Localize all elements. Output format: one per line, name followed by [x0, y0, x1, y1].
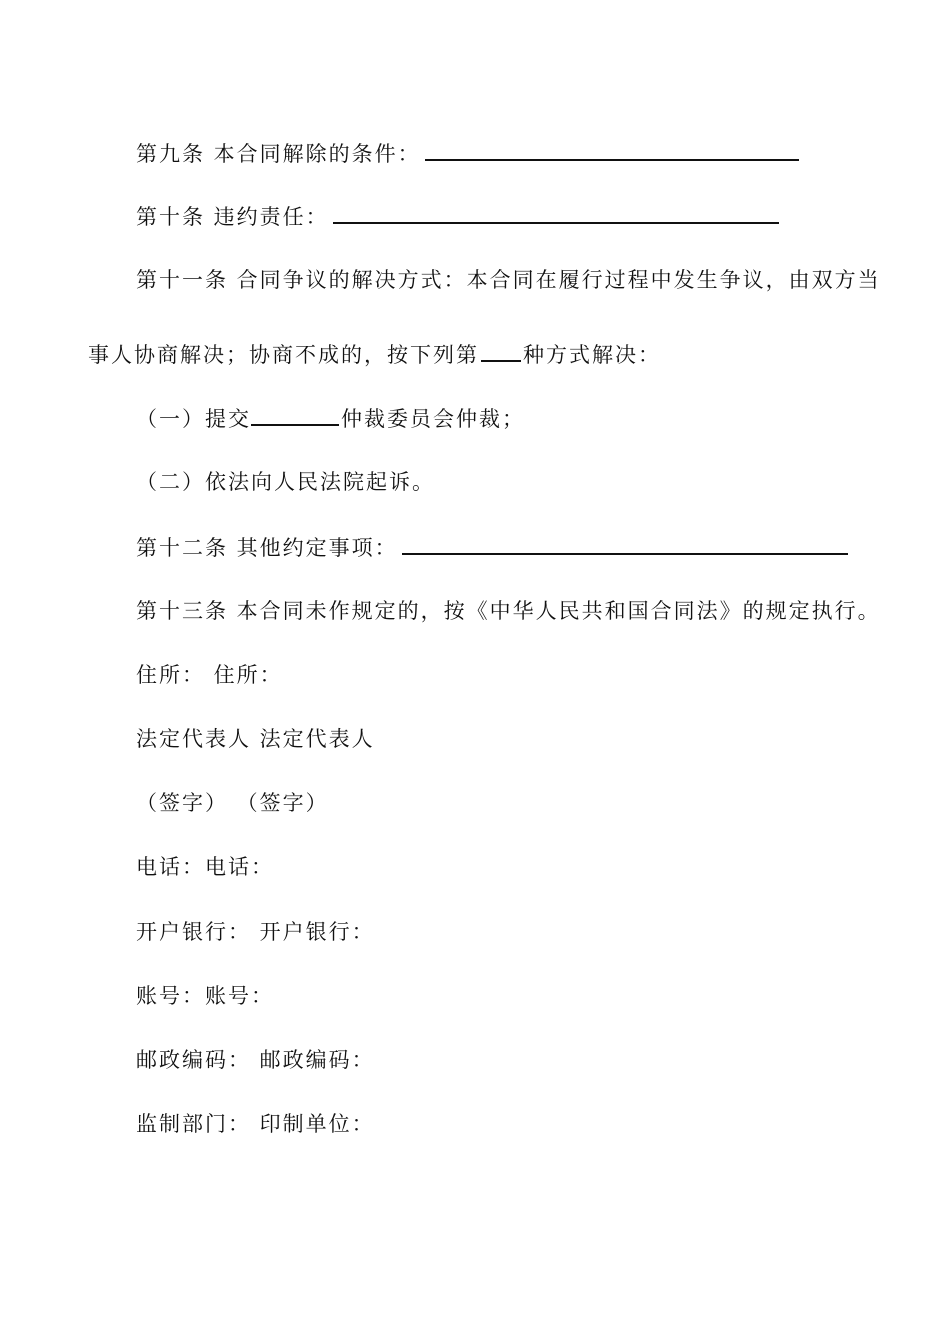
article-12-blank[interactable]	[402, 533, 848, 555]
address-label: 住所： 住所：	[136, 663, 283, 687]
postal-field	[136, 1046, 375, 1074]
article-13-text: 第十三条 本合同未作规定的，按《中华人民共和国合同法》的规定执行。	[136, 599, 881, 623]
supervisor-field	[136, 1110, 375, 1138]
legal-rep-field	[136, 725, 375, 753]
article-9-line	[136, 139, 799, 168]
supervisor-label: 监制部门： 印制单位：	[136, 1112, 375, 1136]
signature-label: （签字） （签字）	[136, 791, 329, 815]
article-11-choice-prefix: 事人协商解决；协商不成的，按下列第	[88, 343, 479, 367]
article-9-blank[interactable]	[425, 139, 799, 161]
article-10-line	[136, 202, 779, 231]
address-field	[136, 661, 283, 689]
article-12-label: 第十二条 其他约定事项：	[136, 536, 398, 560]
article-11-text: 第十一条 合同争议的解决方式：本合同在履行过程中发生争议，由双方当	[136, 268, 881, 292]
option-2-text: （二）依法向人民法院起诉。	[136, 470, 435, 494]
option-1-line	[136, 404, 525, 433]
phone-field	[136, 853, 274, 881]
article-12-line	[136, 533, 848, 562]
bank-label: 开户银行： 开户银行：	[136, 920, 375, 944]
option-2-line	[136, 468, 435, 496]
article-13-line	[136, 597, 881, 625]
account-field	[136, 982, 274, 1010]
article-9-label: 第九条 本合同解除的条件：	[136, 142, 421, 166]
bank-field	[136, 918, 375, 946]
option-1-prefix: （一）提交	[136, 407, 251, 431]
article-10-label: 第十条 违约责任：	[136, 205, 329, 229]
article-11-choice-suffix: 种方式解决：	[523, 343, 661, 367]
signature-field	[136, 789, 329, 817]
phone-label: 电话：电话：	[136, 855, 274, 879]
option-1-suffix: 仲裁委员会仲裁；	[341, 407, 525, 431]
arbitration-committee-blank[interactable]	[251, 404, 339, 426]
account-label: 账号：账号：	[136, 984, 274, 1008]
article-10-blank[interactable]	[333, 202, 779, 224]
article-11-line-2	[88, 340, 661, 369]
legal-rep-label: 法定代表人 法定代表人	[136, 727, 375, 751]
article-11-line-1	[136, 266, 881, 294]
postal-label: 邮政编码： 邮政编码：	[136, 1048, 375, 1072]
dispute-method-blank[interactable]	[481, 340, 521, 362]
